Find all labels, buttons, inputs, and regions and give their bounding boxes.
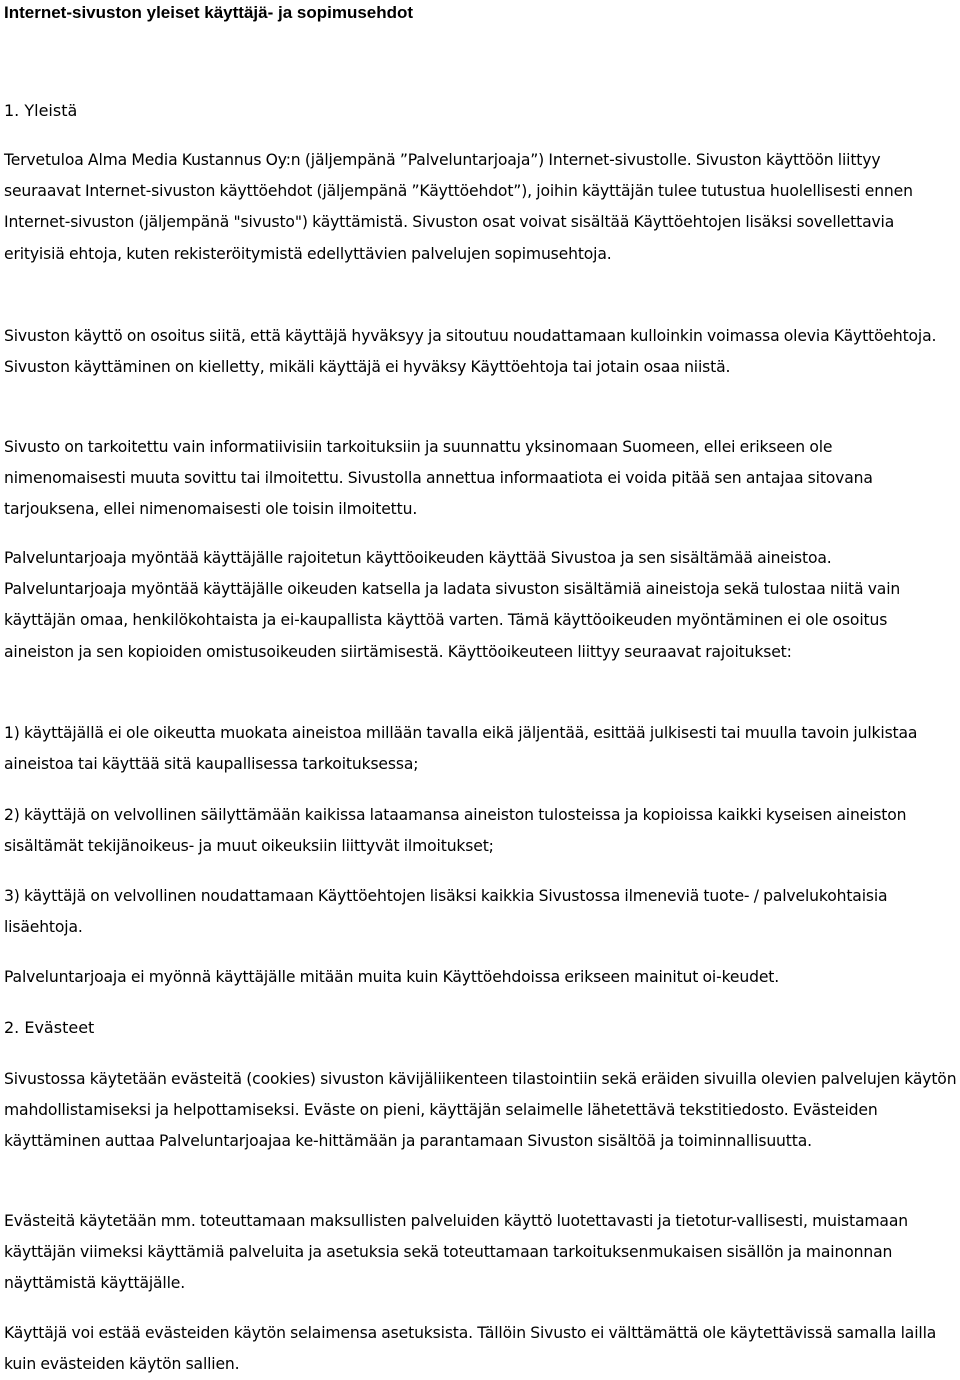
section-heading: 2. Evästeet bbox=[4, 1018, 95, 1037]
section-heading: 1. Yleistä bbox=[4, 101, 78, 120]
paragraph: Evästeitä käytetään mm. toteuttamaan maksullisten palveluiden käyttö luotettavasti ja tietotur-vallisesti, muistamaan käyttäjän viimeksi käyttämiä palveluita ja asetuksia sekä toteuttamaan tarkoituksenmukaisen sisällön ja mainonnan näyttämistä käyttäjälle. bbox=[4, 1212, 908, 1293]
paragraph: Sivustossa käytetään evästeitä (cookies) sivuston kävijäliikenteen tilastointiin sekä eräiden sivuilla olevien palvelujen käytön mahdollistamiseksi ja helpottamiseksi. Eväste on pieni, käyttäjän selaimelle lähetettävä tekstitiedosto. Evästeiden käyttäminen auttaa Palveluntarjoajaa ke-hittämään ja parantamaan Sivuston sisältöä ja toiminnallisuutta. bbox=[4, 1070, 957, 1151]
paragraph: 3) käyttäjä on velvollinen noudattamaan Käyttöehtojen lisäksi kaikkia Sivustossa ilmeneviä tuote- / palvelukohtaisia lisäehtoja. bbox=[4, 887, 888, 937]
document bbox=[4, 0, 958, 1374]
document-title: Internet-sivuston yleiset käyttäjä- ja sopimusehdot bbox=[4, 3, 414, 22]
paragraph: Sivuston käyttö on osoitus siitä, että käyttäjä hyväksyy ja sitoutuu noudattamaan kulloinkin voimassa olevia Käyttöehtoja. Sivuston käyttäminen on kielletty, mikäli käyttäjä ei hyväksy Käyttöehtoja tai jotain osaa niistä. bbox=[4, 327, 937, 377]
paragraph: Palveluntarjoaja myöntää käyttäjälle rajoitetun käyttöoikeuden käyttää Sivustoa ja sen sisältämää aineistoa. Palveluntarjoaja myöntää käyttäjälle oikeuden katsella ja ladata sivuston sisältämiä aineistoja sekä tulostaa niitä vain käyttäjän omaa, henkilökohtaista ja ei-kaupallista käyttöä varten. Tämä käyttöoikeuden myöntäminen ei ole osoitus aineiston ja sen kopioiden omistusoikeuden siirtämisestä. Käyttöoikeuteen liittyy seuraavat rajoitukset: bbox=[4, 549, 901, 661]
paragraph: Sivusto on tarkoitettu vain informatiivisiin tarkoituksiin ja suunnattu yksinomaan Suomeen, ellei erikseen ole nimenomaisesti muuta sovittu tai ilmoitettu. Sivustolla annettua informaatiota ei voida pitää sen antajaa sitovana tarjouksena, ellei nimenomaisesti ole toisin ilmoitettu. bbox=[4, 438, 873, 519]
paragraph: Palveluntarjoaja ei myönnä käyttäjälle mitään muita kuin Käyttöehdoissa erikseen mainitut oi-keudet. bbox=[4, 968, 780, 986]
paragraph: Tervetuloa Alma Media Kustannus Oy:n (jäljempänä ”Palveluntarjoaja”) Internet-sivustolle. Sivuston käyttöön liittyy seuraavat Internet-sivuston käyttöehdot (jäljempänä ”Käyttöehdot”), joihin käyttäjän tulee tutustua huolellisesti ennen Internet-sivuston (jäljempänä "sivusto") käyttämistä. Sivuston osat voivat sisältää Käyttöehtojen lisäksi sovellettavia erityisiä ehtoja, kuten rekisteröitymistä edellyttävien palvelujen sopimusehtoja. bbox=[4, 151, 913, 263]
paragraph: 1) käyttäjällä ei ole oikeutta muokata aineistoa millään tavalla eikä jäljentää, esittää julkisesti tai muulla tavoin julkistaa aineistoa tai käyttää sitä kaupallisessa tarkoituksessa; bbox=[4, 724, 918, 774]
paragraph: 2) käyttäjä on velvollinen säilyttämään kaikissa lataamansa aineiston tulosteissa ja kopioissa kaikki kyseisen aineiston sisältämät tekijänoikeus- ja muut oikeuksiin liittyvät ilmoitukset; bbox=[4, 806, 907, 856]
paragraph: Käyttäjä voi estää evästeiden käytön selaimensa asetuksista. Tällöin Sivusto ei välttämättä ole käytettävissä samalla lailla kuin evästeiden käytön sallien. bbox=[4, 1324, 937, 1374]
